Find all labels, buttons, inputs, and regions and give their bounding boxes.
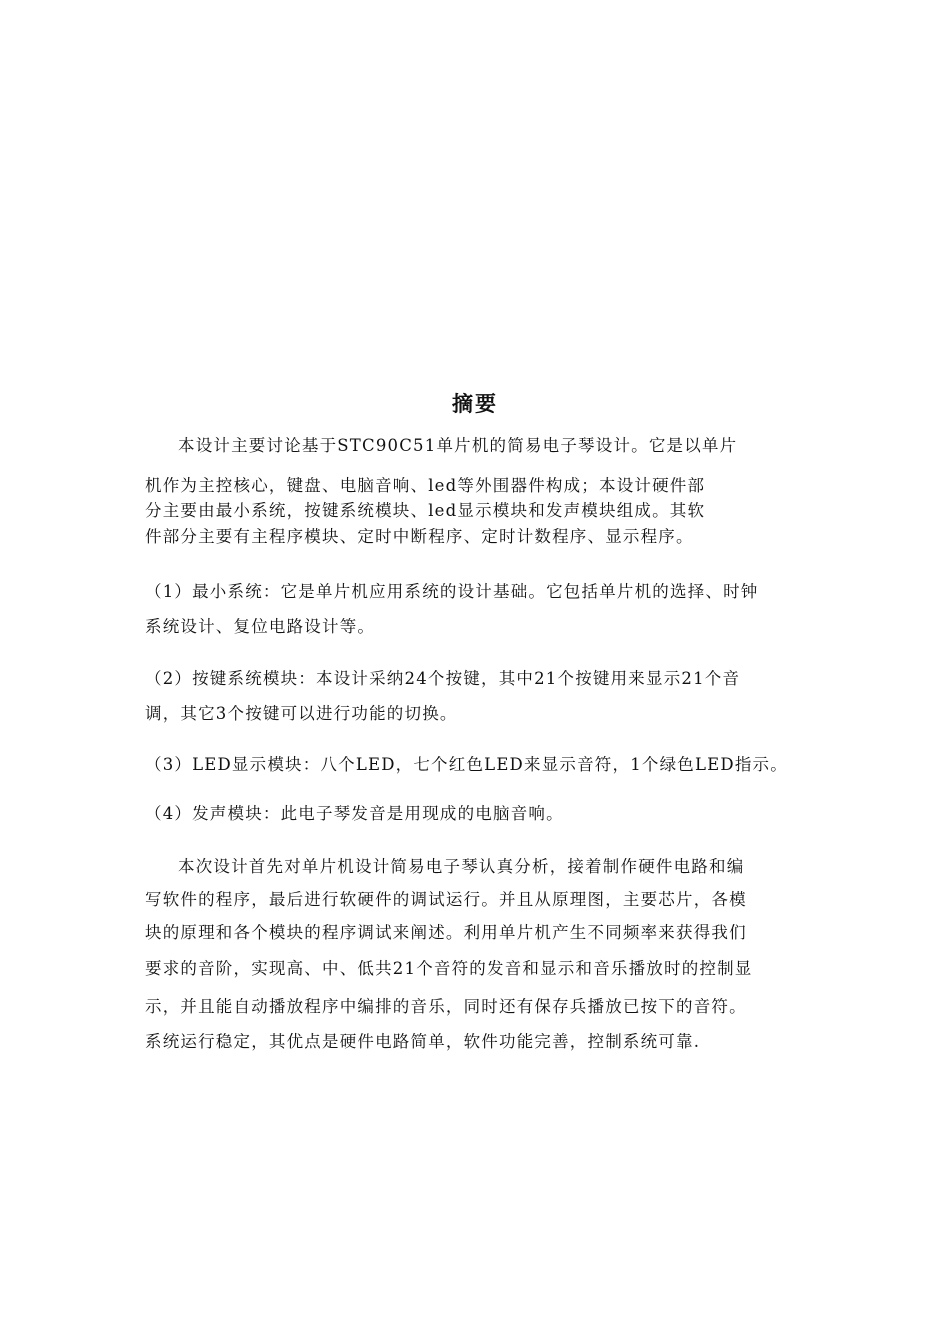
conclusion-line-3: 块的原理和各个模块的程序调试来阐述。利用单片机产生不同频率来获得我们 [145, 923, 747, 942]
intro-line-2: 机作为主控核心，键盘、电脑音响、led等外围器件构成；本设计硬件部 [145, 476, 706, 495]
conclusion-line-6: 系统运行稳定，其优点是硬件电路简单，软件功能完善，控制系统可靠. [145, 1032, 701, 1051]
item-3-line-1: （3）LED显示模块：八个LED，七个红色LED来显示音符，1个绿色LED指示。 [145, 755, 788, 774]
item-2-line-1: （2）按键系统模块：本设计采纳24个按键，其中21个按键用来显示21个音 [145, 669, 741, 688]
intro-line-1: 本设计主要讨论基于STC90C51单片机的简易电子琴设计。它是以单片 [178, 436, 738, 455]
conclusion-line-1: 本次设计首先对单片机设计简易电子琴认真分析，接着制作硬件电路和编 [178, 857, 745, 876]
conclusion-line-4: 要求的音阶，实现高、中、低共21个音符的发音和显示和音乐播放时的控制显 [145, 959, 753, 978]
conclusion-line-2: 写软件的程序，最后进行软硬件的调试运行。并且从原理图，主要芯片，各模 [145, 890, 747, 909]
item-4-line-1: （4）发声模块：此电子琴发音是用现成的电脑音响。 [145, 804, 564, 823]
item-2-line-2: 调，其它3个按键可以进行功能的切换。 [145, 704, 458, 723]
item-1-line-1: （1）最小系统：它是单片机应用系统的设计基础。它包括单片机的选择、时钟 [145, 582, 759, 601]
abstract-title: 摘要 [452, 392, 498, 416]
intro-line-4: 件部分主要有主程序模块、定时中断程序、定时计数程序、显示程序。 [145, 527, 694, 546]
conclusion-line-5: 示，并且能自动播放程序中编排的音乐，同时还有保存兵播放已按下的音符。 [145, 997, 747, 1016]
intro-line-3: 分主要由最小系统，按键系统模块、led显示模块和发声模块组成。其软 [145, 501, 706, 520]
item-1-line-2: 系统设计、复位电路设计等。 [145, 617, 376, 636]
